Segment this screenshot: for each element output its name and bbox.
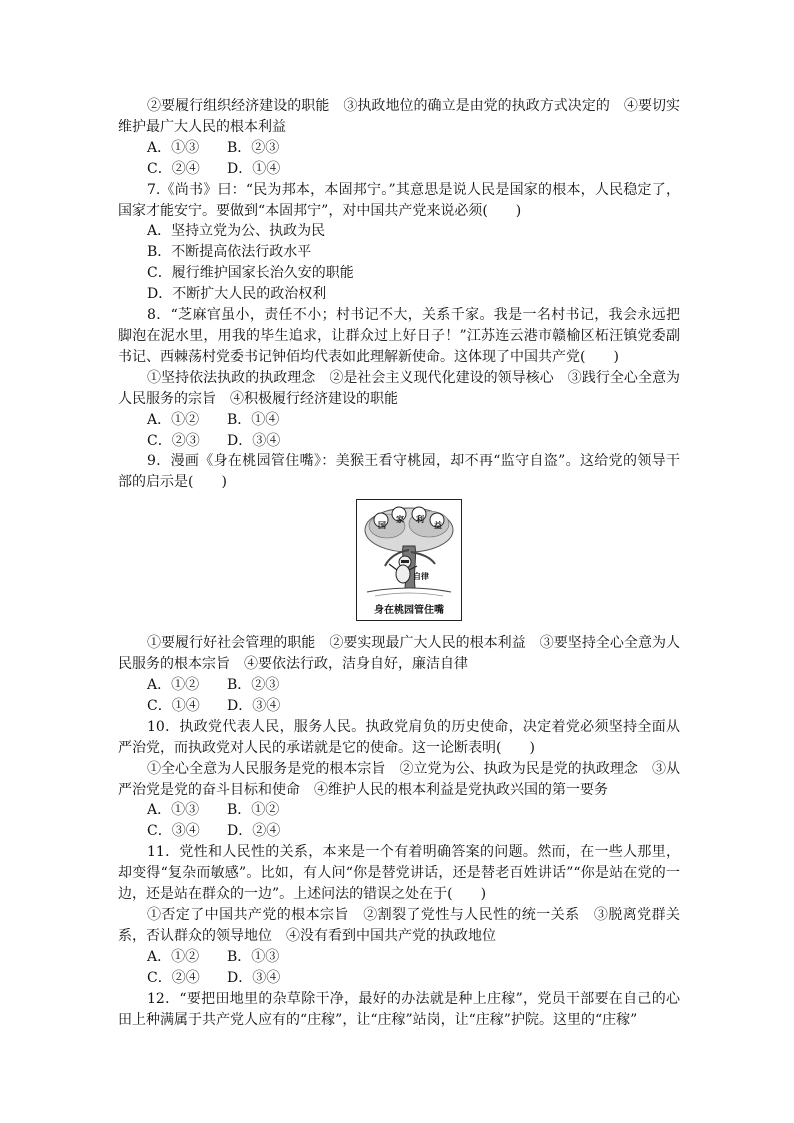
q7-stem: 7.《尚书》曰：“民为邦本，本固邦宁。”其意思是说人民是国家的根本，人民稳定了，国家才能安宁。要做到“本固邦宁”，对中国共产党来说必须( ) [118, 181, 680, 219]
q8-option-d[interactable]: D．③④ [227, 432, 281, 449]
q9-option-b[interactable]: B．②③ [227, 677, 280, 694]
q7-option-c[interactable]: C．履行维护国家长治久安的职能 [147, 265, 354, 282]
q6-option-b[interactable]: B．②③ [227, 139, 280, 156]
q10-options-row-2 [118, 821, 680, 842]
q8-options-row-1 [118, 410, 680, 431]
peach-label-2: 家 [396, 514, 404, 525]
q6-option-c[interactable]: C．②④ [147, 160, 200, 177]
q11-options-row-1 [118, 947, 680, 968]
q10-stem: 10．执政党代表人民，服务人民。执政党肩负的历史使命，决定着党必须坚持全面从严治党，而执政党对人民的承诺就是它的使命。这一论断表明( ) [118, 718, 680, 756]
q7-option-d[interactable]: D．不断扩大人民的政治权利 [147, 286, 327, 303]
q10-option-a[interactable]: A．①③ [147, 802, 200, 819]
q6-items: ②要履行组织经济建设的职能 ③执政地位的确立是由党的执政方式决定的 ④要切实维护最广大人民的根本利益 [118, 98, 680, 135]
q11-stem: 11．党性和人民性的关系，本来是一个有着明确答案的问题。然而，在一些人那里，却变得“复杂而敏感”。比如，有人问“你是替党讲话，还是替老百姓讲话”“你是站在党的一边，还是站在群众的一边”。上述问法的错误之处在于( ) [118, 844, 680, 903]
q11-option-c[interactable]: C．②④ [147, 969, 200, 986]
q7-option-a[interactable]: A．坚持立党为公、执政为民 [147, 223, 326, 240]
q10-options-row-1 [118, 800, 680, 821]
q8-option-b[interactable]: B．①④ [227, 411, 280, 428]
q11-option-d[interactable]: D．③④ [227, 969, 281, 986]
peach-tree-cartoon-icon [357, 500, 461, 604]
figure-caption: 身在桃园管住嘴 [374, 605, 444, 617]
q9-options-row-2 [118, 696, 680, 717]
q8-stem: 8．“芝麻官虽小，责任不小；村书记不大，关系千家。我是一名村书记，我会永远把脚泡在泥水里，用我的毕生追求，让群众过上好日子！”江苏连云港市赣榆区柘汪镇党委副书记、西棘荡村党委书记钟佰均代表如此理解新使命。这体现了中国共产党( ) [118, 307, 680, 365]
q6-options-row-1 [118, 138, 680, 159]
q11-items: ①否定了中国共产党的根本宗旨 ②割裂了党性与人民性的统一关系 ③脱离党群关系，否认群众的领导地位 ④没有看到中国共产党的执政地位 [118, 907, 680, 944]
q8-options-row-2 [118, 431, 680, 452]
q9-option-a[interactable]: A．①② [147, 677, 200, 694]
q10-option-c[interactable]: C．③④ [147, 823, 200, 840]
cartoon-figure [356, 499, 462, 621]
peach-label-1: 国 [378, 520, 386, 531]
q9-items: ①要履行好社会管理的职能 ②要实现最广大人民的根本利益 ③要坚持全心全意为人民服务的根本宗旨 ④要依法行政，洁身自好，廉洁自律 [118, 635, 680, 673]
q10-items: ①全心全意为人民服务是党的根本宗旨 ②立党为公、执政为民是党的执政理念 ③从严治党是党的奋斗目标和使命 ④维护人民的根本利益是党执政兴国的第一要务 [118, 760, 680, 798]
q9-stem: 9．漫画《身在桃园管住嘴》：美猴王看守桃园，却不再“监守自盗”。这给党的领导干部的启示是( ) [118, 453, 680, 491]
q10-option-d[interactable]: D．②④ [227, 823, 281, 840]
q7-option-b[interactable]: B．不断提高依法行政水平 [147, 244, 312, 261]
q8-option-a[interactable]: A．①② [147, 411, 200, 428]
peach-label-4: 益 [434, 520, 442, 531]
q6-option-d[interactable]: D．①④ [227, 160, 281, 177]
document-page [118, 96, 680, 1030]
q9-options-row-1 [118, 675, 680, 696]
q9-option-c[interactable]: C．①④ [147, 697, 200, 714]
q6-options-row-2 [118, 159, 680, 180]
q8-items: ①坚持依法执政的执政理念 ②是社会主义现代化建设的领导核心 ③践行全心全意为人民服务的宗旨 ④积极履行经济建设的职能 [118, 369, 680, 407]
q9-figure-wrap [118, 499, 680, 627]
self-discipline-label: 自律 [413, 571, 429, 582]
q11-option-b[interactable]: B．①③ [227, 948, 280, 965]
q9-option-d[interactable]: D．③④ [227, 697, 281, 714]
peach-label-3: 利 [416, 514, 424, 525]
q11-option-a[interactable]: A．①② [147, 948, 200, 965]
q6-option-a[interactable]: A．①③ [147, 139, 200, 156]
q12-stem: 12．“要把田地里的杂草除干净，最好的办法就是种上庄稼”，党员干部要在自己的心田上种满属于共产党人应有的“庄稼”，让“庄稼”站岗，让“庄稼”护院。这里的“庄稼” [118, 990, 680, 1028]
q8-option-c[interactable]: C．②③ [147, 432, 200, 449]
q10-option-b[interactable]: B．①② [227, 802, 280, 819]
q11-options-row-2 [118, 968, 680, 989]
